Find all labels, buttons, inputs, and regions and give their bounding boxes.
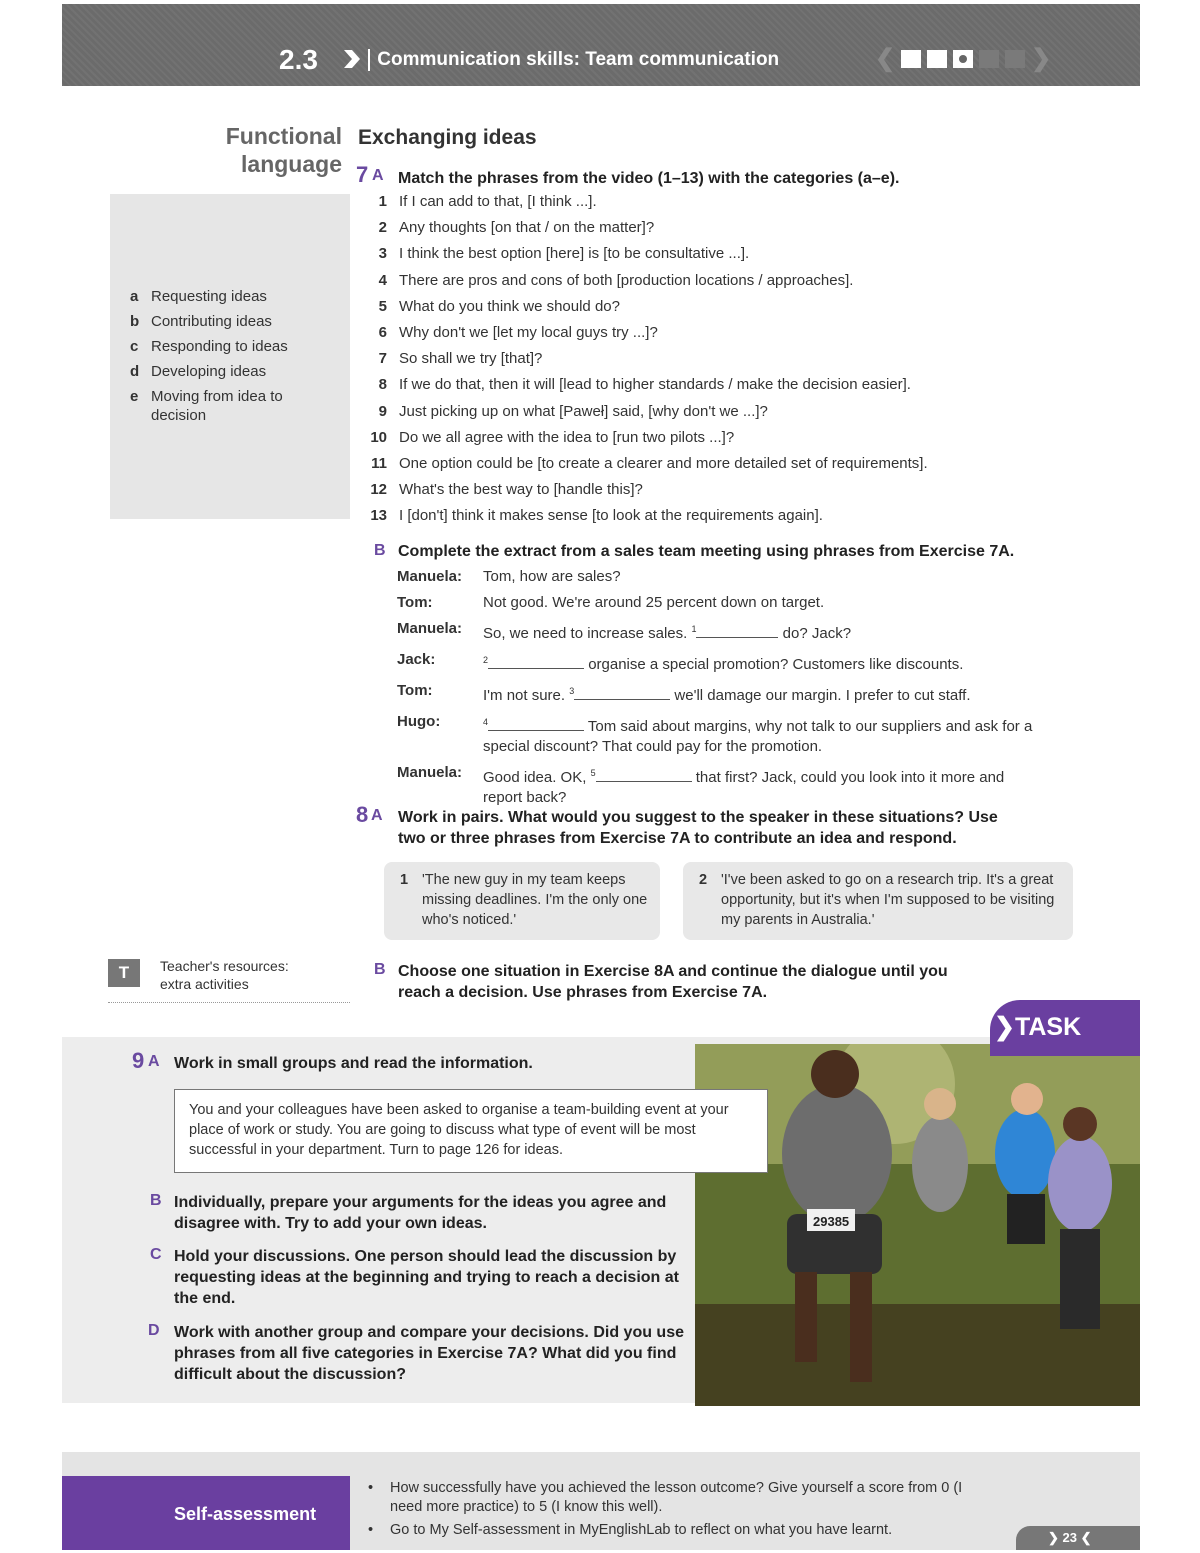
phrase-text: Why don't we [let my local guys try ...]? xyxy=(399,323,658,341)
phrase-text: Do we all agree with the idea to [run two pilots ...]? xyxy=(399,428,735,446)
exercise-part: B xyxy=(374,542,386,559)
exercise-part: A xyxy=(371,807,383,824)
task-badge-label: ❯TASK xyxy=(994,1013,1082,1041)
dialogue-text: that first? Jack, could you look into it more and report back? xyxy=(483,769,1005,806)
phrase-text: What do you think we should do? xyxy=(399,297,620,315)
heading-line: language xyxy=(241,151,342,177)
dialogue-line xyxy=(397,763,1057,808)
dialogue-text: Tom, how are sales? xyxy=(483,568,621,585)
phrase-text: One option could be [to create a clearer and more detailed set of requirements]. xyxy=(399,454,928,472)
bubble-text: 'I've been asked to go on a research trip. It's a great opportunity, but it's when I'm supposed to be visiting my parents in Australia.' xyxy=(721,872,1055,928)
task-information-box: You and your colleagues have been asked to organise a team-building event at your place of work or study. You are going to discuss what type of event will be most successful in your department. Turn to page 126 for ideas. xyxy=(174,1089,768,1173)
gap-number: 2 xyxy=(483,655,489,665)
gap-number: 4 xyxy=(483,717,489,727)
phrase-item xyxy=(365,375,1065,401)
dialogue-text: Good idea. OK, xyxy=(483,769,587,786)
speaker-name: Manuela: xyxy=(397,568,463,585)
category-text: Moving from idea to decision xyxy=(151,388,283,424)
dialogue-line xyxy=(397,650,1057,675)
category-item xyxy=(130,287,350,306)
phrase-item xyxy=(365,218,1065,244)
teacher-resources-label xyxy=(160,957,289,1002)
progress-square xyxy=(1005,50,1025,68)
exercise-number: 9 xyxy=(132,1048,145,1073)
speaker-name: Manuela: xyxy=(397,764,463,781)
phrase-number: 10 xyxy=(370,428,387,446)
phrase-number: 9 xyxy=(378,402,387,420)
gap-number: 1 xyxy=(691,624,697,634)
category-letter: b xyxy=(130,313,140,330)
phrase-number: 4 xyxy=(378,271,387,289)
exercise-instruction: Work in small groups and read the information. xyxy=(174,1055,533,1072)
speech-bubble xyxy=(683,862,1073,940)
unit-title-text: Communication skills: Team communication xyxy=(377,49,780,70)
task-badge xyxy=(990,1000,1140,1056)
category-item xyxy=(130,312,350,331)
speaker-name: Jack: xyxy=(397,651,436,668)
dialogue-line xyxy=(397,593,1057,613)
category-item xyxy=(130,337,350,356)
task-step-letter: D xyxy=(148,1322,160,1339)
gap-blank[interactable] xyxy=(488,717,584,731)
task-step-text: Hold your discussions. One person should lead the discussion by requesting ideas at the beginning and trying to reach a decision at the end. xyxy=(174,1248,679,1307)
speaker-name: Tom: xyxy=(397,594,433,611)
progress-square xyxy=(979,50,999,68)
page-number: ❯ 23 ❮ xyxy=(1016,1526,1140,1550)
task-step-text: Work with another group and compare your decisions. Did you use phrases from all five categories in Exercise 7A? What did you find difficult about the discussion? xyxy=(174,1324,684,1383)
bullet: • xyxy=(368,1480,374,1496)
dialogue-text: we'll damage our margin. I prefer to cut staff. xyxy=(674,687,971,704)
bib-number: 29385 xyxy=(813,1214,850,1229)
phrase-number: 2 xyxy=(378,219,387,237)
textbook-page xyxy=(62,4,1140,1550)
speaker-name: Manuela: xyxy=(397,620,463,637)
category-letter: d xyxy=(130,363,140,380)
progress-square xyxy=(927,50,947,68)
phrase-number: 1 xyxy=(378,193,387,210)
unit-header xyxy=(62,4,1140,86)
gap-number: 3 xyxy=(569,686,575,696)
unit-number: 2.3 xyxy=(279,44,318,75)
phrase-item xyxy=(365,402,1065,428)
phrase-text: If I can add to that, [I think ...]. xyxy=(399,193,597,210)
phrase-number: 6 xyxy=(378,323,387,341)
dialogue-line xyxy=(397,567,1057,587)
self-assessment-label: Self-assessment xyxy=(174,1504,317,1524)
bubble-number: 2 xyxy=(699,872,708,888)
phrase-text: What's the best way to [handle this]? xyxy=(399,481,643,499)
exercise-number: 8 xyxy=(356,802,369,827)
speech-bubble xyxy=(384,862,660,940)
phrase-text: Just picking up on what [Paweł] said, [why don't we ...]? xyxy=(399,402,768,420)
phrase-number: 3 xyxy=(378,245,387,263)
unit-title xyxy=(368,49,779,71)
phrase-number: 13 xyxy=(370,507,387,525)
progress-square xyxy=(901,50,921,68)
bubble-text: 'The new guy in my team keeps missing deadlines. I'm the only one who's noticed.' xyxy=(422,872,648,928)
heading-line: Functional xyxy=(225,123,342,149)
phrase-number: 5 xyxy=(378,297,387,315)
category-letter: a xyxy=(130,288,139,305)
dialogue-text: Not good. We're around 25 percent down on target. xyxy=(483,594,825,611)
phrase-list xyxy=(365,192,1065,532)
gap-blank[interactable] xyxy=(574,686,670,700)
self-assessment-item xyxy=(368,1521,988,1540)
chevron-right-icon xyxy=(340,48,362,70)
category-text: Developing ideas xyxy=(151,363,267,380)
dialogue-line xyxy=(397,712,1057,757)
chevron-right-icon: ❯ xyxy=(1031,45,1052,72)
self-assessment-item xyxy=(368,1479,988,1517)
phrase-item xyxy=(365,349,1065,375)
speaker-name: Hugo: xyxy=(397,713,441,730)
exercise-number: 7 xyxy=(356,162,369,187)
functional-language-heading xyxy=(192,122,342,178)
phrase-number: 11 xyxy=(371,454,387,472)
exercise-instruction: Work in pairs. What would you suggest to the speaker in these situations? Use two or three phrases from Exercise 7A to contribute an idea and respond. xyxy=(398,809,998,847)
dialogue-text: So, we need to increase sales. xyxy=(483,625,688,642)
phrase-text: I think the best option [here] is [to be consultative ...]. xyxy=(399,245,750,263)
phrase-text: Any thoughts [on that / on the matter]? xyxy=(399,219,655,237)
dialogue-text: Tom said about margins, why not talk to our suppliers and ask for a special discount? That could pay for the promotion. xyxy=(483,718,1033,755)
page-number-text: 23 xyxy=(1062,1530,1077,1545)
phrase-text: There are pros and cons of both [production locations / approaches]. xyxy=(399,271,854,289)
teacher-line: extra activities xyxy=(160,976,249,992)
task-badge-text: TASK xyxy=(1014,1013,1082,1041)
phrase-item xyxy=(365,297,1065,323)
task-step-text: Individually, prepare your arguments for the ideas you agree and disagree with. Try to add your own ideas. xyxy=(174,1194,667,1232)
dialogue-line xyxy=(397,619,1057,644)
dialogue-text: I'm not sure. xyxy=(483,687,566,704)
category-item xyxy=(130,362,350,381)
dialogue-text: organise a special promotion? Customers like discounts. xyxy=(588,656,964,673)
exercise-instruction: Match the phrases from the video (1–13) with the categories (a–e). xyxy=(398,170,900,187)
bullet: • xyxy=(368,1522,374,1538)
category-text: Contributing ideas xyxy=(151,313,272,330)
gap-blank[interactable] xyxy=(696,624,778,638)
phrase-item xyxy=(365,192,1065,218)
phrase-item xyxy=(365,244,1065,270)
dialogue-line xyxy=(397,681,1057,706)
category-text: Requesting ideas xyxy=(151,288,267,305)
self-assessment-list xyxy=(368,1479,988,1544)
teacher-resources[interactable] xyxy=(108,959,350,1003)
self-assessment-text: Go to My Self-assessment in MyEnglishLab to reflect on what you have learnt. xyxy=(390,1522,893,1538)
gap-blank[interactable] xyxy=(488,655,584,669)
self-assessment-text: How successfully have you achieved the lesson outcome? Give yourself a score from 0 (I need more practice) to 5 (I know this well). xyxy=(390,1480,963,1515)
category-text: Responding to ideas xyxy=(151,338,288,355)
phrase-number: 7 xyxy=(378,350,387,368)
phrase-number: 12 xyxy=(370,481,387,499)
gap-blank[interactable] xyxy=(596,768,692,782)
phrase-item xyxy=(365,323,1065,349)
phrase-text: So shall we try [that]? xyxy=(399,350,543,368)
gap-number: 5 xyxy=(590,768,596,778)
category-letter: c xyxy=(130,338,139,355)
section-title: Exchanging ideas xyxy=(358,126,537,149)
bubble-number: 1 xyxy=(400,872,409,888)
exercise-part: A xyxy=(148,1053,160,1070)
phrase-item xyxy=(365,454,1065,480)
progress-square-current xyxy=(953,50,973,68)
category-letter: e xyxy=(130,388,139,405)
phrase-item xyxy=(365,271,1065,297)
task-step-letter: C xyxy=(150,1246,162,1263)
phrase-text: If we do that, then it will [lead to higher standards / make the decision easier]. xyxy=(399,376,911,394)
phrase-item xyxy=(365,428,1065,454)
teacher-icon: T xyxy=(108,959,140,987)
chevron-left-icon: ❮ xyxy=(875,45,896,72)
speaker-name: Tom: xyxy=(397,682,433,699)
task-step-letter: B xyxy=(150,1192,162,1209)
teacher-line: Teacher's resources: xyxy=(160,958,289,974)
self-assessment-label-box xyxy=(62,1476,350,1550)
category-item xyxy=(130,387,350,425)
dialogue-text: do? Jack? xyxy=(782,625,852,642)
dialogue-extract xyxy=(397,567,1057,814)
lesson-progress-nav xyxy=(875,45,1052,72)
phrase-item xyxy=(365,480,1065,506)
exercise-part: B xyxy=(374,961,386,978)
phrase-number: 8 xyxy=(378,376,387,394)
exercise-part: A xyxy=(372,167,384,184)
category-list xyxy=(130,287,350,431)
exercise-instruction: Choose one situation in Exercise 8A and continue the dialogue until you reach a decision. Use phrases from Exercise 7A. xyxy=(398,963,948,1001)
phrase-text: I [don't] think it makes sense [to look at the requirements again]. xyxy=(399,507,823,525)
phrase-item xyxy=(365,506,1065,532)
exercise-instruction: Complete the extract from a sales team meeting using phrases from Exercise 7A. xyxy=(398,543,1015,560)
